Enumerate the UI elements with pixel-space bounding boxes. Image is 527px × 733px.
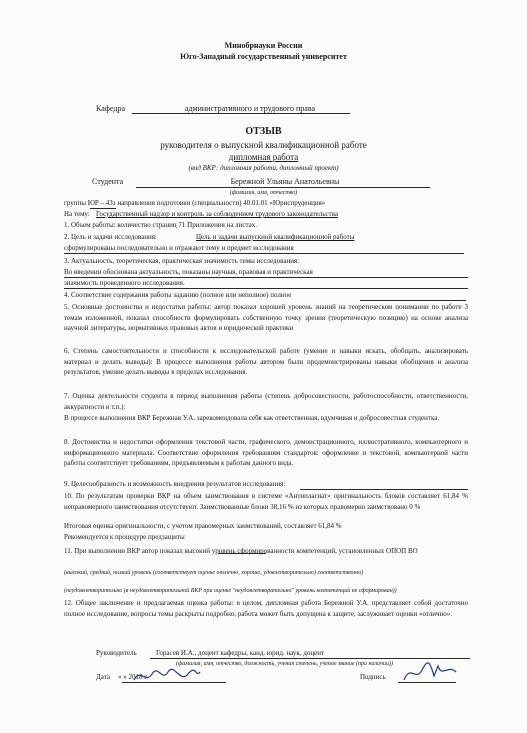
supervisor-hint: (фамилия, имя, отчество, должность, ученая степень, ученое звание (при наличии)) — [176, 661, 394, 667]
strengths-paragraph: 5. Основные достоинства и недостатки работы: автор показал хорошей уровень знаний на теоретическом понимании по работе 3 темам изложенной, показал способности формулировать собственную точку зрения (теоретическую позицию) на основе анализа научной литературы, нормативных правовых актов и юридической практики — [64, 303, 468, 333]
relevance-text-1: Во введении обоснована актуальность, показаны научная, правовая и практическая — [64, 268, 313, 276]
document-title: ОТЗЫВ — [245, 126, 282, 137]
volume-line: 1. Объем работы: количество страниц 71 Приложения на листах. — [64, 221, 258, 229]
date-value: « » 2018 г. — [118, 673, 149, 681]
activity-paragraph: 7. Оценка деятельности студента в период выполнения работы (степень добросовестности, работоспособности, ответственности, аккуратности и т.п.): — [64, 392, 468, 411]
handwritten-date-icon — [132, 666, 202, 686]
originality-line: Итоговая оценка оригинальности, с учетом правомерных заимствований, составляет 61,84 % — [64, 522, 342, 530]
conformity-line: 4. Соответствие содержания работы заданию (полное или неполное) полное — [64, 291, 292, 299]
predefense-line: Рекомендуется к процедуре предзащиты — [64, 533, 185, 541]
date-label: Дата — [96, 673, 110, 681]
relevance-label: 3. Актуальность, теоретическая, практическая значимость темы исследования: — [64, 257, 300, 265]
supervisor-underline — [150, 658, 470, 659]
relevance-underline-2 — [64, 288, 468, 289]
department-value: административного и трудового права — [184, 104, 316, 113]
supervisor-label: Руководитель — [96, 649, 137, 657]
competence-underline — [218, 553, 266, 554]
ministry-title: Минобрнауки России — [224, 41, 303, 50]
student-hint: (фамилия, имя, отчество) — [229, 190, 298, 196]
signature — [400, 660, 460, 690]
department-underline — [132, 113, 350, 114]
group-line: группы ЮР – 43з направления подготовки (специальности) 40.01.01 «Юриспруденция» — [64, 199, 326, 207]
date-handwriting — [132, 666, 202, 689]
student-name: Бережной Ульяны Анатольевны — [230, 177, 340, 186]
document-subtitle: руководителя о выпускной квалификационной работе — [160, 140, 367, 150]
formatting-paragraph: 8. Достоинства и недостатки оформления текстовой части, графического, демонстрационного, иллюстративного, компьютерного и информационного материала. Соответствие оформления требованиям стандартов: оформление и текстовой, компьютерной части работы соответствует требованиям, предъявляемым к работам данного вида. — [64, 438, 468, 468]
antiplagiat-paragraph: 10. По результатам проверки ВКР на объем заимствования в системе «Антиплагиат» оригинальность блоков составляет 61,84 % неправомерного заимствования отсутствуют. Заимствованные блоки 38,16 % из которых правомерно заимствовано 0 % — [64, 492, 468, 511]
independence-paragraph: 6. Степень самостоятельности и способности к исследовательской работе (умение и навыки искать, обобщать, анализировать материал и делать выводы): В процессе выполнения работы автором были продемонстрированы навыки обобщения и анализа результатов, умение делать выводы в пределах исследования. — [64, 347, 468, 377]
department-label: Кафедра — [96, 104, 126, 113]
signature-icon — [400, 660, 460, 686]
signature-label: Подпись — [360, 673, 386, 681]
conformity-underline — [360, 300, 466, 301]
work-type: дипломная работа — [228, 152, 299, 162]
university-title: Юго-Западный государственный университет — [180, 52, 347, 61]
relevance-underline-1 — [64, 277, 468, 278]
conclusion-paragraph: 12. Общее заключение и предлагаемая оценка работы: в целом, дипломная работа Бережной У.А. представляет собой достаточно полное исследование, вопросы темы раскрыты подробно, работа может быть допущена к защите, заслуживает оценки «отлично». — [64, 599, 468, 618]
topic-value: Государственный надзор и контроль за соблюдением трудового законодательства — [96, 210, 338, 218]
competence-hint-2: (неудовлетворительно (в неудовлетворительной ВКР при оценке "неудовлетворительно" уровень компетенций не сформирован)) — [64, 588, 397, 594]
competence-hint-1: (высокий, средний, низкий уровень (соответствует оценке отлично, хорошо, удовлетворительно) соответственно) — [64, 570, 364, 576]
topic-label: На тему: — [64, 210, 90, 218]
student-underline — [136, 187, 430, 188]
student-label: Студента — [92, 177, 124, 186]
competence-paragraph: 11. При выполнении ВКР автор показал высокий уровень сформированности компетенций, установленных ОПОП ВО — [64, 547, 418, 555]
implementation-line: 9. Целесообразность и возможность внедрения результатов исследования: — [64, 480, 286, 488]
goal-label: 2. Цель и задачи исследования: — [64, 233, 157, 241]
goal-cont: сформулированы последовательно и отражают тему и предмет исследования — [64, 244, 294, 252]
relevance-text-2: значимость проведенного исследования. — [64, 279, 185, 287]
goal-underline — [64, 253, 464, 254]
supervisor-value: Горасев И.А., доцент кафедры, канд. юрид. наук, доцент — [156, 649, 325, 657]
group-underline — [90, 208, 116, 209]
implementation-underline — [300, 489, 468, 490]
work-type-hint: (вид ВКР: дипломная работа, дипломный проект) — [188, 164, 339, 172]
activity-assessment: В процессе выполнения ВКР Бережная У.А. зарекомендовала себя как ответственная, вдумчивая и добросовестная студентка. — [64, 414, 440, 422]
goal-value: Цель и задачи выпускной квалификационной работы — [196, 233, 355, 241]
